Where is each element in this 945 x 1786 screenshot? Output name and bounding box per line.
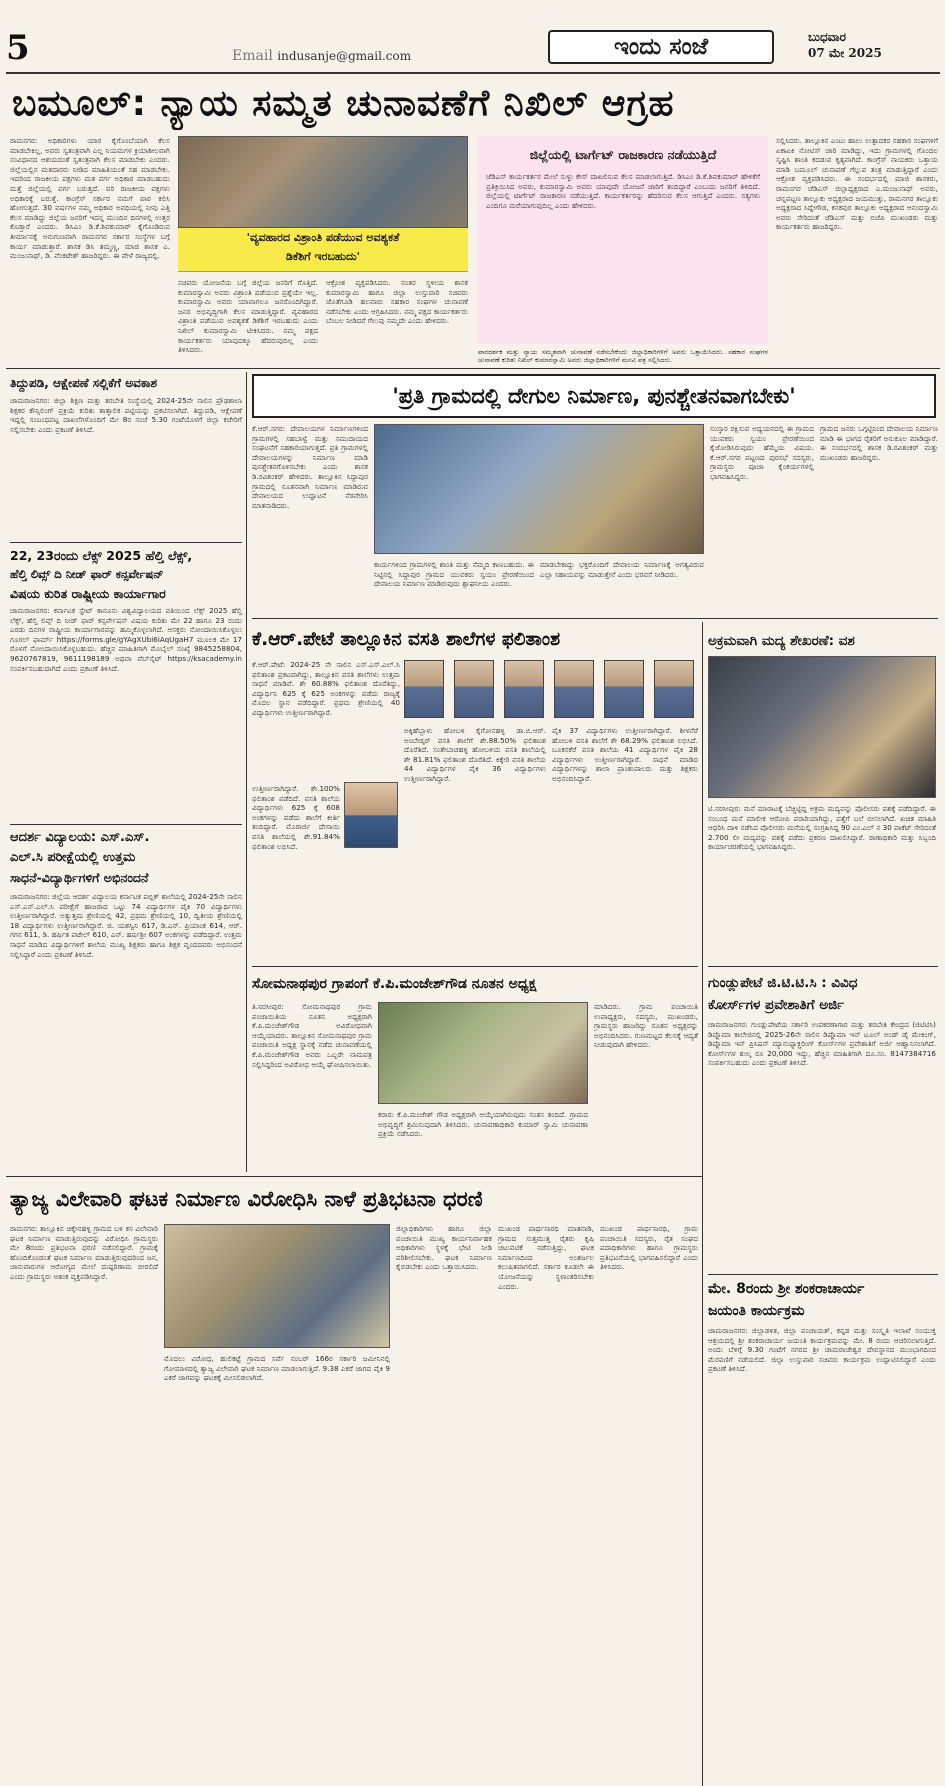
- somanathapura-col-2: ಕರಾರು ಕೆ.ಪಿ.ಮಂಜೇಶ್ ಗೌಡ ಅಧ್ಯಕ್ಷರಾಗಿ ಆಯ್ಕೆಯಾಗಿರುವುದು ಸಂತಸ ತಂದಿದೆ. ಗ್ರಾಮದ ಅಭಿವೃದ್ಧಿಗೆ ಶ್ರಮಿಸುವುದಾಗಿ ತಿಳಿಸಿದರು. ಚುನಾವಣಾಧಿಕಾರಿ ಕುಮಾರ್ ಸ್ವಾಮಿ ಚುನಾವಣಾ ಪ್ರಕ್ರಿಯೆ ನಡೆಸಿದರು.: [378, 1110, 588, 1139]
- adarsha-headline-2: ಎಲ್.ಸಿ ಪರೀಕ್ಷೆಯಲ್ಲಿ ಉತ್ತಮ: [10, 850, 136, 865]
- gundlupet-headline-2: ಕೋರ್ಸ್‌ಗಳ ಪ್ರವೇಶಾತಿಗೆ ಅರ್ಜಿ: [708, 997, 845, 1013]
- temple-headline-box: [252, 374, 936, 418]
- student-photo-5: [604, 660, 644, 718]
- waste-col-2: ಮೊದಲು ವಿರೋಧ, ಹುಲಿಕಟ್ಟೆ ಗ್ರಾಮದ ಸರ್ವೆ ನಂಬರ್ 166ರ ಸರ್ಕಾರಿ ಜಮೀನಿನಲ್ಲಿ ಗೋಮಾಳದಲ್ಲಿ ತ್ಯಾಜ್ಯ ವಿಲೇವಾರಿ ಘಟಕ ನಿರ್ಮಾಣ ಮಾಡಲಾಗುತ್ತಿದೆ. 9.38 ಎಕರೆ ಜಾಗದ ಪೈಕಿ 9 ಎಕರೆ ಜಾಗವನ್ನು ಘಟಕಕ್ಕೆ ಮೀಸಲಿಡಲಾಗಿದೆ.: [164, 1354, 390, 1383]
- email-address: indusanje@gmail.com: [277, 49, 412, 63]
- shankara-headline-1: ಮೇ. 8ರಂದು ಶ್ರೀ ಶಂಕರಾಚಾರ್ಯ: [708, 1281, 865, 1297]
- crime-text: ಟಿ.ನರಸೀಪುರ: ಮನೆ ಮಾರಾಟಕ್ಕೆ ಬೆಚ್ಚಿಟ್ಟಿದ್ದ ಅಕ್ರಮ ಮದ್ಯವನ್ನು ಪೊಲೀಸರು ವಶಕ್ಕೆ ಪಡೆದಿದ್ದಾರೆ. ಈ ಸಂಬಂಧ ಮನೆ ಮಾಲೀಕ ಆರೋಪಿ ಪರಾರಿಯಾಗಿದ್ದು, ಪತ್ತೆಗೆ ಬಲೆ ಬೀಸಲಾಗಿದೆ. ಖಚಿತ ಮಾಹಿತಿ ಆಧರಿಸಿ ದಾಳಿ ನಡೆಸಿದ ಪೊಲೀಸರು ಮನೆಯಲ್ಲಿ ಸಂಗ್ರಹಿಸಿದ್ದ 90 ಎಂ.ಎಲ್ ನ 30 ಪಾಕೆಟ್ ಸೇರಿದಂತೆ 2.700 ಲೀ ಮದ್ಯವನ್ನು ವಶಕ್ಕೆ ಪಡೆದು ಪ್ರಕರಣ ದಾಖಲಿಸಿದ್ದಾರೆ. ಠಾಣಾಧಿಕಾರಿ ಮತ್ತು ಸಿಬ್ಬಂದಿ ಕಾರ್ಯಾಚರಣೆಯಲ್ಲಿ ಭಾಗವಹಿಸಿದ್ದರು.: [708, 804, 936, 852]
- lead-photo: [178, 136, 468, 228]
- student-photo-3: [504, 660, 544, 718]
- temple-col-4: ಸಂಸ್ಕಾರ ರಕ್ಷಿಸುವ ಅಧ್ಯಯನದಲ್ಲಿ ಈ ಗ್ರಾಮದ ಯುವಕರು ಸ್ವಯಂ ಪ್ರೇರಣೆಯಿಂದ ಕೈಜೋಡಿಸಿರುವುದು ಹೆಮ್ಮೆಯ ವಿಷಯ. ಕೆ.ಆರ್.ನಗರ ಪಟ್ಟಣದ ಪುರಸಭೆ ಸದಸ್ಯರು, ಗ್ರಾಮಸ್ಥರು ಪೂಜಾ ಕೈಂಕರ್ಯಗಳಲ್ಲಿ ಭಾಗವಹಿಸಿದ್ದರು.: [710, 424, 814, 481]
- crime-photo: [708, 656, 936, 798]
- waste-col-3: ಜಿಲ್ಲಾಧಿಕಾರಿಗಳು ಹಾಗೂ ಜಿಲ್ಲಾ ಪಂಚಾಯಿತಿ ಮುಖ್ಯ ಕಾರ್ಯನಿರ್ವಾಹಕ ಅಧಿಕಾರಿಗಳು ಸ್ಥಳಕ್ಕೆ ಭೇಟಿ ನೀಡಿ ಪರಿಶೀಲಿಸಬೇಕು. ಘಟಕ ನಿರ್ಮಾಣ ಕೈಬಿಡಬೇಕು ಎಂದು ಒತ್ತಾಯಿಸಿದರು.: [396, 1224, 492, 1272]
- temple-col-2: ಕಾರ್ಯಗಳಿಂದ ಗ್ರಾಮಗಳಲ್ಲಿ ಶಾಂತಿ ಮತ್ತು ನೆಮ್ಮದಿ ಕಾಣಬಹುದು. ಈ ನಿಟ್ಟಿನಲ್ಲಿ ಸಿದ್ದಾಪುರ ಗ್ರಾಮದ ಯುವಕರು ಸ್ವಯಂ ಪ್ರೇರಣೆಯಿಂದ ದೇವಾಲಯ ನಿರ್ಮಾಣ ಮಾಡಿರುವುದು ಶ್ಲಾಘನೀಯ ಎಂದರು.: [374, 560, 534, 589]
- waste-photo: [164, 1224, 390, 1348]
- page-number: 5: [6, 28, 30, 68]
- lead-right-col: ಸಲ್ಲಿಸಿದರು. ತಾಲ್ಲೂಕಿನ ಎಂಟು ಹಾಲು ಉತ್ಪಾದಕರ ಸಹಕಾರ ಸಂಘಗಳಿಗೆ ಏಕಾಏಕಿ ನೋಟಿಸ್ ಜಾರಿ ಮಾಡಿದ್ದು, ಇದು ಗ್ರಾಮಗಳಲ್ಲಿ ಗೊಂದಲ ಸೃಷ್ಟಿಸಿ ಶಾಂತಿ ಕದಡುವ ಕೃತ್ಯವಾಗಿದೆ. ಕಾಂಗ್ರೆಸ್ ನಾಯಕರು ಒತ್ತಾಯ ಮಾಡಿ ಬಮೂಲ್ ಚುನಾವಣೆ ಗೆಲ್ಲುವ ತಂತ್ರ ಮಾಡುತ್ತಿದ್ದಾರೆ ಎಂದು ಆಕ್ರೋಶ ವ್ಯಕ್ತಪಡಿಸಿದರು. ಈ ಸಂದರ್ಭದಲ್ಲಿ ಮಾಜಿ ಶಾಸಕರು, ರಾಮನಗರ ಜೆಡಿಎಸ್ ಜಿಲ್ಲಾಧ್ಯಕ್ಷರಾದ ಎ.ಮಂಜುನಾಥ್ ಅವರು, ಚನ್ನಪಟ್ಟಣ ತಾಲ್ಲೂಕು ಅಧ್ಯಕ್ಷರಾದ ಜಯಮುತ್ತು, ರಾಮನಗರ ತಾಲ್ಲೂಕು ಅಧ್ಯಕ್ಷರಾದ ಸಿದ್ದೇಗೌಡ, ಕನಕಪುರ ತಾಲ್ಲೂಕು ಅಧ್ಯಕ್ಷರಾದ ಆನಂದಸ್ವಾಮಿ ಅವರು ಸೇರಿದಂತೆ ಜೆಡಿಎಸ್ ಮತ್ತು ಬಿಜೆಪಿ ಮುಖಂಡರು ಮತ್ತು ಕಾರ್ಯಕರ್ತರು ಹಾಜರಿದ್ದರು.: [776, 136, 938, 232]
- student-photo-4: [554, 660, 594, 718]
- student-photo-6: [654, 660, 694, 718]
- waste-col-1: ರಾಮನಗರ: ತಾಲ್ಲೂಕಿನ ಚಿಕ್ಕೇನಹಳ್ಳಿ ಗ್ರಾಮದ ಬಳಿ ಕಸ ವಿಲೇವಾರಿ ಘಟಕ ನಿರ್ಮಾಣ ಮಾಡುತ್ತಿರುವುದನ್ನು ವಿರೋಧಿಸಿ ಗ್ರಾಮಸ್ಥರು ಮೇ 8ರಂದು ಪ್ರತಿಭಟನಾ ಧರಣಿ ನಡೆಸಲಿದ್ದಾರೆ. ಗ್ರಾಮಕ್ಕೆ ಹೊಂದಿಕೊಂಡಂತೆ ಘಟಕ ನಿರ್ಮಾಣ ಮಾಡುತ್ತಿರುವುದರಿಂದ ಜನ, ಜಾನುವಾರುಗಳ ಆರೋಗ್ಯದ ಮೇಲೆ ದುಷ್ಪರಿಣಾಮ ಬೀರಲಿದೆ ಎಂದು ಗ್ರಾಮಸ್ಥರು ಆತಂಕ ವ್ಯಕ್ತಪಡಿಸಿದ್ದಾರೆ.: [10, 1224, 158, 1281]
- email-area: [232, 48, 411, 64]
- correction-text: ಚಾಮರಾಜನಗರ: ಜಿಲ್ಲಾ ಶಿಕ್ಷಣ ಮತ್ತು ತರಬೇತಿ ಸಂಸ್ಥೆಯಲ್ಲಿ 2024-25ನೇ ಸಾಲಿನ ಪ್ರೌಢಶಾಲಾ ಶಿಕ್ಷಕರ ಕೌನ್ಸಿಲಿಂಗ್ ಪ್ರಕ್ರಿಯೆ ಕುರಿತು ತಾತ್ಕಾಲಿಕ ಪಟ್ಟಿಯನ್ನು ಪ್ರಕಟಿಸಲಾಗಿದೆ. ತಿದ್ದುಪಡಿ, ಆಕ್ಷೇಪಣೆ ಇದ್ದಲ್ಲಿ ಸಂಬಂಧಪಟ್ಟ ದಾಖಲೆಗಳೊಂದಿಗೆ ಮೇ 8ರ ಸಂಜೆ 5.30 ಗಂಟೆಯೊಳಗೆ ಜಿಲ್ಲಾ ಕಚೇರಿಗೆ ಸಲ್ಲಿಸಬೇಕು ಎಂದು ಪ್ರಕಟಣೆ ತಿಳಿಸಿದೆ.: [10, 396, 242, 434]
- shankara-headline-2: ಜಯಂತಿ ಕಾರ್ಯಕ್ರಮ: [708, 1303, 805, 1319]
- student-photos: [404, 660, 698, 722]
- workshop-headline-2: ಹೆಲ್ತಿ ಲಿವ್ಸ್ ದಿ ನೀಡ್ ಫಾರ್ ಕನ್ಸರ್ವೇಷನ್: [10, 567, 164, 581]
- somanathapura-col-1: ತಿ.ನರಸೀಪುರ: ಸೋಮನಾಥಪುರ ಗ್ರಾಮ ಪಂಚಾಯಿತಿಯ ನೂತನ ಅಧ್ಯಕ್ಷರಾಗಿ ಕೆ.ಪಿ.ಮಂಜೇಶ್‌ಗೌಡ ಅವಿರೋಧವಾಗಿ ಆಯ್ಕೆಯಾದರು. ತಾಲ್ಲೂಕಿನ ಸೋಮನಾಥಪುರ ಗ್ರಾಮ ಪಂಚಾಯಿತಿ ಅಧ್ಯಕ್ಷ ಸ್ಥಾನಕ್ಕೆ ನಡೆದ ಚುನಾವಣೆಯಲ್ಲಿ ಕೆ.ಪಿ.ಮಂಜೇಶ್‌ಗೌಡ ಅವರು ಒಬ್ಬರೇ ನಾಮಪತ್ರ ಸಲ್ಲಿಸಿದ್ದರಿಂದ ಅವಿರೋಧ ಆಯ್ಕೆ ಘೋಷಿಸಲಾಯಿತು.: [252, 1002, 372, 1069]
- student-photo-2: [454, 660, 494, 718]
- topper-photo: [344, 782, 398, 848]
- hostel-col-2: ಉತ್ತೀರ್ಣರಾಗಿದ್ದಾರೆ. ಶೇ.100% ಫಲಿತಾಂಶ ಪಡೆದಿದೆ. ವಸತಿ ಶಾಲೆಯ ವಿದ್ಯಾರ್ಥಿಗಳು 625 ಕ್ಕೆ 608 ಅಂಕಗಳನ್ನು ಪಡೆದು ಶಾಲೆಗೆ ಕೀರ್ತಿ ತಂದಿದ್ದಾರೆ. ಮೊರಾರ್ಜಿ ದೇಸಾಯಿ ವಸತಿ ಶಾಲೆಯಲ್ಲಿ ಶೇ.91.84% ಫಲಿತಾಂಶ ಲಭಿಸಿದೆ.: [252, 784, 340, 851]
- somanathapura-photo: [378, 1002, 588, 1104]
- somanathapura-col-3: ಮಾಡಿದರು. ಗ್ರಾಮ ಪಂಚಾಯಿತಿ ಉಪಾಧ್ಯಕ್ಷರು, ಸದಸ್ಯರು, ಮುಖಂಡರು, ಗ್ರಾಮಸ್ಥರು ಹಾಜರಿದ್ದು ನೂತನ ಅಧ್ಯಕ್ಷರನ್ನು ಅಭಿನಂದಿಸಿದರು. ಗುಣಮಟ್ಟದ ಕೆಲಸಕ್ಕೆ ಆದ್ಯತೆ ನೀಡುವುದಾಗಿ ಹೇಳಿದರು.: [594, 1002, 698, 1050]
- logo-box: [548, 30, 774, 64]
- lead-sidebox-title: ಜಿಲ್ಲೆಯಲ್ಲಿ ಟಾರ್ಗೆಟ್ ರಾಜಕಾರಣ ನಡೆಯುತ್ತಿದೆ: [529, 147, 717, 162]
- email-label: Email: [232, 48, 273, 64]
- hostel-col-4: ಪೈಕಿ 37 ವಿದ್ಯಾರ್ಥಿಗಳು ಉತ್ತೀರ್ಣರಾಗಿದ್ದಾರೆ. ಶೀಳನೆರೆ ಹೋಬಳಿ ವಸತಿ ಶಾಲೆಗೆ ಶೇ 68.29% ಫಲಿತಾಂಶ ಲಭಿಸಿದೆ. ಬೂಕನಕೆರೆ ವಸತಿ ಶಾಲೆಯ 41 ವಿದ್ಯಾರ್ಥಿಗಳ ಪೈಕಿ 28 ವಿದ್ಯಾರ್ಥಿಗಳು ಉತ್ತೀರ್ಣರಾಗಿದ್ದಾರೆ. ಸಾಧನೆ ಮಾಡಿದ ವಿದ್ಯಾರ್ಥಿಗಳನ್ನು ಶಾಲಾ ಪ್ರಾಂಶುಪಾಲರು ಮತ್ತು ಶಿಕ್ಷಕರು ಅಭಿನಂದಿಸಿದ್ದಾರೆ.: [552, 726, 698, 783]
- waste-col-4: ಮುಖಂಡ ಪಾರ್ಥಸಾರಥಿ ಮಾತನಾಡಿ, ಗ್ರಾಮದ ಸುತ್ತಮುತ್ತ ರೈತರು ಕೃಷಿ ಚಟುವಟಿಕೆ ನಡೆಸುತ್ತಿದ್ದು, ಘಟಕ ನಿರ್ಮಾಣದಿಂದ ಅಂತರ್ಜಲ ಕಲುಷಿತವಾಗಲಿದೆ. ಸರ್ಕಾರ ಕೂಡಲೇ ಈ ಯೋಜನೆಯನ್ನು ಸ್ಥಳಾಂತರಿಸಬೇಕು ಎಂದರು.: [498, 1224, 594, 1291]
- workshop-headline-1: 22, 23ರಂದು ಲೆಕ್ಸ್ 2025 ಹೆಲ್ತಿ ಲೆಕ್ಸ್,: [10, 548, 193, 563]
- temple-headline: 'ಪ್ರತಿ ಗ್ರಾಮದಲ್ಲಿ ದೇಗುಲ ನಿರ್ಮಾಣ, ಪುನಶ್ಚೇತನವಾಗಬೇಕು': [392, 384, 796, 408]
- adarsha-headline-3: ಸಾಧನೆ-ವಿದ್ಯಾರ್ಥಿಗಳಿಗೆ ಅಭಿನಂದನೆ: [10, 870, 149, 885]
- temple-col-5: ಗ್ರಾಮದ ಜನರು ಒಗ್ಗಟ್ಟಿನಿಂದ ದೇವಾಲಯ ನಿರ್ಮಾಣ ಮಾಡಿ ಈ ಭಾಗದ ರೈತರಿಗೆ ಅನುಕೂಲ ಮಾಡಿದ್ದಾರೆ. ಈ ಸಂದರ್ಭದಲ್ಲಿ ಶಾಸಕ ಡಿ.ರವಿಶಂಕರ್ ಮತ್ತು ಮುಖಂಡರು ಹಾಜರಿದ್ದರು.: [820, 424, 938, 462]
- lead-sidebox-text: ಜೆಡಿಎಸ್ ಕಾರ್ಯಕರ್ತರ ಮೇಲೆ ಸುಳ್ಳು ಕೇಸ್ ದಾಖಲಿಸುವ ಕೆಲಸ ಮಾಡಲಾಗುತ್ತಿದೆ. ಡಿಸಿಎಂ ಡಿ.ಕೆ.ಶಿವಕುಮಾರ್ ಹೇಳಿಕೆಗೆ ಪ್ರತಿಕ್ರಿಯಿಸಿದ ಅವರು, ಕುಮಾರಸ್ವಾಮಿ ಅವರು ಯಾವುದೇ ಯೋಜನೆ ಜಾರಿಗೆ ತಂದಿದ್ದಾರೆ ಎಂಬುದು ಜನರಿಗೆ ತಿಳಿದಿದೆ. ಜಿಲ್ಲೆಯಲ್ಲಿ ಟಾರ್ಗೆಟ್ ರಾಜಕಾರಣ ನಡೆಯುತ್ತಿದೆ. ಕಾರ್ಯಕರ್ತರನ್ನು ಹೆದರಿಸುವ ಕೆಲಸ ಆಗುತ್ತಿದೆ ಎಂದರು. ಸತ್ಯಗಳು ಎಂದಿಗೂ ಮರೆಯಾಗುವುದಿಲ್ಲ ಎಂದು ಹೇಳಿದರು.: [486, 172, 760, 210]
- temple-col-3: ಮಾಡಬೇಕಾದ್ದು ಭಕ್ತರೊಂದಿಗೆ ದೇವಾಲಯ ನಿರ್ಮಾಣಕ್ಕೆ ಅಗತ್ಯವಿರುವ ಎಲ್ಲಾ ಸಹಾಯವನ್ನು ಮಾಡುತ್ತೇನೆ ಎಂದು ಭರವಸೆ ನೀಡಿದರು.: [540, 560, 704, 579]
- hostel-headline: ಕೆ.ಆರ್.ಪೇಟೆ ತಾಲ್ಲೂಕಿನ ವಸತಿ ಶಾಲೆಗಳ ಫಲಿತಾಂಶ: [252, 629, 561, 650]
- shankara-text: ಚಾಮರಾಜನಗರ: ಜಿಲ್ಲಾಡಳಿತ, ಜಿಲ್ಲಾ ಪಂಚಾಯತ್, ಕನ್ನಡ ಮತ್ತು ಸಂಸ್ಕೃತಿ ಇಲಾಖೆ ಸಂಯುಕ್ತ ಆಶ್ರಯದಲ್ಲಿ ಶ್ರೀ ಶಂಕರಾಚಾರ್ಯ ಜಯಂತಿ ಕಾರ್ಯಕ್ರಮವನ್ನು ಮೇ. 8 ರಂದು ಆಚರಿಸಲಾಗುತ್ತಿದೆ. ಅಂದು ಬೆಳಿಗ್ಗೆ 9.30 ಗಂಟೆಗೆ ನಗರದ ಶ್ರೀ ಚಾಮರಾಜೇಶ್ವರ ದೇವಸ್ಥಾನದ ಮುಂಭಾಗದಿಂದ ಮೆರವಣಿಗೆ ನಡೆಯಲಿದೆ. ಜಿಲ್ಲಾ ಉಸ್ತುವಾರಿ ಸಚಿವರು ಕಾರ್ಯಕ್ರಮ ಉದ್ಘಾಟಿಸಲಿದ್ದಾರೆ ಎಂದು ಪ್ರಕಟಣೆ ತಿಳಿಸಿದೆ.: [708, 1326, 936, 1374]
- masthead-date: 07 ಮೇ 2025: [808, 46, 882, 60]
- student-photo-1: [404, 660, 444, 718]
- lead-after-sidebox: ಪಾರದರ್ಶಕ ಮತ್ತು ನ್ಯಾಯ ಸಮ್ಮತವಾಗಿ ಚುನಾವಣೆ ನಡೆಸಬೇಕೆಂದು ಜಿಲ್ಲಾಧಿಕಾರಿಗಳಿಗೆ ಅವರು ಒತ್ತಾಯಿಸಿದರು. ಸಹಕಾರ ಸಂಘಗಳ ಚುನಾವಣೆ ಕುರಿತು ನಿಖಿಲ್ ಕುಮಾರಸ್ವಾಮಿ ಅವರು ಜಿಲ್ಲಾಧಿಕಾರಿಗಳಿಗೆ ಮನವಿ ಪತ್ರ ಸಲ್ಲಿಸಿದರು.: [478, 348, 768, 364]
- lead-col-1: ರಾಮನಗರ: ಅಧಿಕಾರಿಗಳು ಯಾರ ಕೈಗೊಂಬೆಯಾಗಿ ಕೆಲಸ ಮಾಡಬೇಕಿಲ್ಲ, ಅವರು ಸ್ವತಂತ್ರವಾಗಿ ಎಲ್ಲ ನಿಯಮಗಳ ಕ್ರಿಯಾಶೀಲವಾಗಿ ಸಂವಿಧಾನದ ಆಶಯದಂತೆ ಸ್ವತಂತ್ರವಾಗಿ ಕೆಲಸ ಮಾಡಬೇಕು ಎಂದರು. ಜಿಲ್ಲೆಯಲ್ಲಿನ ಮತದಾರರು ನೀಡಿದ ಮಾಹಿತಿಯಂತೆ ಸಹ ಮಾಡಬೇಕು. ಇದರಿಂದ ರಾಜಕೀಯ ಪಕ್ಷಗಳು ಮತ ವರ್ಗ ಅಧಿಕಾರ ಮಾಡಬಹುದು ಮತ್ತೆ ಜಿಲ್ಲೆಯಲ್ಲಿ ವರ್ಗ ಬರುತ್ತದೆ. ವರಿ ರಾಜಕೀಯ ಪಕ್ಷಗಳು ಅಧಿಕಾರಕ್ಕೆ ಬರುತ್ತೆ. ಕಾಂಗ್ರೆಸ್ ಸರ್ಕಾರ ನಮಗೆ ಪಾಠ ಕಲಿಸಿ ಹೋಗುತ್ತದೆ. 30 ವರ್ಷಗಳ ನಮ್ಮ ಅಧಿಕಾರ ಅವಧಿಯಲ್ಲಿ ನೀವು ಎತ್ತಿ ಕೆಲಸ ಮಾಡಿದ್ದು ಜಿಲ್ಲೆಯ ಜನರಿಗೆ ಇದನ್ನ ಮುಂದಿನ ದಿನಗಳಲ್ಲಿ ಉತ್ತರ ಕೊಡ್ತಾರೆ ಎಂದರು. ಡಿಸಿಎಂ ಡಿ.ಕೆ.ಶಿವಕುಮಾರ್ ಕೈಗೊಂಡಿರುವ ತೀರ್ಮಾನಕ್ಕೆ ಅನುಗುಣವಾಗಿ ರಾಮನಗರ ಸರ್ಕಾರ ಸಂಸ್ಥೆಗಳ ಬಗ್ಗೆ ಕಾರ್ಯ ಮಾಡುತ್ತಾರೆ. ಶಾಸಕ ಡಿಸಿ ತಮ್ಮಣ್ಣ, ಮಾಜಿ ಶಾಸಕ ಎ. ಮಂಜುನಾಥ್, ಡಿ. ವೆಂಕಟೇಶ್ ಹಾಜರಿದ್ದರು. ಈ ವೇಳೆ ರಾಜ್ಯದಲ್ಲಿ.: [10, 136, 170, 261]
- adarsha-headline-1: ಆದರ್ಶ ವಿದ್ಯಾಲಯ: ಎಸ್.ಎಸ್.: [10, 830, 150, 845]
- lead-caption-line-2: ಡಿಕೆಶಿಗೆ ಇರಬಹುದು': [285, 250, 361, 263]
- crime-headline: ಅಕ್ರಮವಾಗಿ ಮದ್ಯ ಶೇಖರಣೆ: ವಶ: [708, 633, 855, 649]
- lead-col-under-photo: ಸಚಿವರು ಯೋಜನೆಯ ಬಗ್ಗೆ ಜಿಲ್ಲೆಯ ಜನರಿಗೆ ಗೊತ್ತಿದೆ. ಕುಮಾರಸ್ವಾಮಿ ಅವರು ವಿಶ್ರಾಂತಿ ಪಡೆಯುವ ಪ್ರಶ್ನೆಯೇ ಇಲ್ಲ. ಕುಮಾರಸ್ವಾಮಿ ಅವರು ಯಾವಾಗಲೂ ಜನರೊಂದಿಗಿದ್ದಾರೆ. ಜನರ ಅಭಿವೃದ್ಧಿಗಾಗಿ ಕೆಲಸ ಮಾಡುತ್ತಿದ್ದಾರೆ. ವ್ಯವಹಾರದ ವಿಶ್ರಾಂತಿ ಪಡೆಯುವ ಅವಶ್ಯಕತೆ ಡಿಕೆಶಿಗೆ ಇರಬಹುದು ಎಂದು ನಿಖಿಲ್ ಕುಮಾರಸ್ವಾಮಿ ಟೀಕಿಸಿದರು. ನಮ್ಮ ಪಕ್ಷದ ಕಾರ್ಯಕರ್ತರು ಯಾವುದಕ್ಕೂ ಹೆದರುವುದಿಲ್ಲ ಎಂದು ತಿಳಿಸಿದರು.: [178, 278, 318, 355]
- adarsha-text: ಚಾಮರಾಜನಗರ: ಜಿಲ್ಲೆಯ ಆದರ್ಶ ವಿದ್ಯಾಲಯ ಕರ್ನಾಟಕ ಪಬ್ಲಿಕ್ ಶಾಲೆಯಲ್ಲಿ 2024-25ನೇ ಸಾಲಿನ ಎಸ್.ಎಸ್.ಎಲ್.ಸಿ ಪರೀಕ್ಷೆಗೆ ಹಾಜರಾದ ಒಟ್ಟು 74 ವಿದ್ಯಾರ್ಥಿಗಳ ಪೈಕಿ 70 ವಿದ್ಯಾರ್ಥಿಗಳು ಉತ್ತೀರ್ಣರಾಗಿದ್ದಾರೆ. ಅತ್ಯುತ್ತಮ ಶ್ರೇಣಿಯಲ್ಲಿ 42, ಪ್ರಥಮ ಶ್ರೇಣಿಯಲ್ಲಿ 10, ದ್ವಿತೀಯ ಶ್ರೇಣಿಯಲ್ಲಿ 18 ವಿದ್ಯಾರ್ಥಿಗಳು ಉತ್ತೀರ್ಣರಾಗಿದ್ದಾರೆ. ಜಿ. ಯಶಸ್ವಿನಿ 617, ಡಿ.ಎನ್. ಪ್ರಿಯಾಂಕ 614, ಆರ್. ಗಗನ 611, ಡಿ. ಹರ್ಷಿತ ಪಟೇಲ್ 610, ಎನ್. ಹರ್ಷಶ್ರೀ 607 ಅಂಕಗಳನ್ನು ಪಡೆದಿದ್ದಾರೆ. ಉತ್ತಮ ಸಾಧನೆ ಮಾಡಿದ ವಿದ್ಯಾರ್ಥಿಗಳಿಗೆ ಶಾಲೆಯ ಮುಖ್ಯ ಶಿಕ್ಷಕರು ಹಾಗೂ ಶಿಕ್ಷಕ ವೃಂದದವರು ಅಭಿನಂದನೆ ಸಲ್ಲಿಸಿದ್ದಾರೆ ಎಂದು ಪ್ರಕಟಣೆ ತಿಳಿಸಿದೆ.: [10, 892, 242, 959]
- gundlupet-text: ಚಾಮರಾಜನಗರ: ಗುಂಡ್ಲುಪೇಟೆಯ ಸರ್ಕಾರಿ ಉಪಕರಣಾಗಾರ ಮತ್ತು ತರಬೇತಿ ಕೇಂದ್ರದ (ಜಿಟಿಟಿಸಿ) ಡಿಪ್ಲೊಮಾ ಕಾಲೇಜಿನಲ್ಲಿ 2025-26ನೇ ಸಾಲಿನ ಡಿಪ್ಲೊಮಾ ಇನ್ ಟೂಲ್ ಅಂಡ್ ಡೈ ಮೇಕಿಂಗ್, ಡಿಪ್ಲೊಮಾ ಇನ್ ಪ್ರಿಸಿಷನ್ ಮ್ಯಾನುಫ್ಯಾಕ್ಚರಿಂಗ್ ಕೋರ್ಸ್‌ಗಳ ಪ್ರವೇಶಾತಿಗೆ ಅರ್ಜಿ ಆಹ್ವಾನಿಸಲಾಗಿದೆ. ಕೋರ್ಸ್‌ಗಳ ಶುಲ್ಕ ರೂ 20,000 ಇದ್ದು, ಹೆಚ್ಚಿನ ಮಾಹಿತಿಗಾಗಿ ದೂ.ಸಂ. 8147384716 ಸಂಪರ್ಕಿಸಬಹುದು ಎಂದು ಪ್ರಕಟಣೆ ತಿಳಿಸಿದೆ.: [708, 1020, 936, 1068]
- workshop-headline-3: ವಿಷಯ ಕುರಿತ ರಾಷ್ಟ್ರೀಯ ಕಾರ್ಯಾಗಾರ: [10, 586, 166, 601]
- correction-headline: ತಿದ್ದುಪಡಿ, ಆಕ್ಷೇಪಣೆ ಸಲ್ಲಿಕೆಗೆ ಅವಕಾಶ: [10, 376, 158, 390]
- waste-headline: ತ್ಯಾಜ್ಯ ವಿಲೇವಾರಿ ಘಟಕ ನಿರ್ಮಾಣ ವಿರೋಧಿಸಿ ನಾಳೆ ಪ್ರತಿಭಟನಾ ಧರಣಿ: [10, 1187, 483, 1211]
- lead-col-under-photo-2: ಆಕ್ರೋಶ ವ್ಯಕ್ತಪಡಿಸಿದರು. ನಂತರ ಸ್ಥಳೀಯ ಶಾಸಕ ಕುಮಾರಸ್ವಾಮಿ ಹಾಗೂ ಜಿಲ್ಲಾ ಉಸ್ತುವಾರಿ ಸಚಿವರು ಜೊತೆಗೂಡಿ ಹಲವಾರು ಸಹಕಾರ ಸಂಘಗಳ ಚುನಾವಣೆ ನಡೆಸಬೇಕು ಎಂದು ಆಗ್ರಹಿಸಿದರು. ನಮ್ಮ ಪಕ್ಷದ ಕಾರ್ಯಕರ್ತರು ಬೆಂಬಲ ನೀಡಿದರೆ ಗೆಲುವು ನಮ್ಮದೇ ಎಂದು ಹೇಳಿದರು.: [326, 278, 468, 326]
- lead-caption-line-1: 'ವ್ಯವಹಾರದ ವಿಶ್ರಾಂತಿ ಪಡೆಯುವ ಅವಶ್ಯಕತೆ: [246, 231, 400, 244]
- logo: ಇಂದು ಸಂಜೆ: [613, 34, 709, 60]
- lead-headline: ಬಮೂಲ್: ನ್ಯಾಯ ಸಮ್ಮತ ಚುನಾವಣೆಗೆ ನಿಖಿಲ್ ಆಗ್ರಹ: [12, 83, 675, 124]
- gundlupet-headline-1: ಗುಂಡ್ಲುಪೇಟೆ ಜಿ.ಟಿ.ಟಿ.ಸಿ : ವಿವಿಧ: [708, 975, 858, 991]
- hostel-col-3: ಅಕ್ಕಿಹೆಬ್ಬಾಳು ಹೋಬಳಿ ಕೈಗೋನಹಳ್ಳಿ ಡಾ.ಬಿ.ಆರ್. ಅಂಬೇಡ್ಕರ್ ವಸತಿ ಶಾಲೆಗೆ ಶೇ.88.50% ಫಲಿತಾಂಶ ದೊರೆತಿದೆ. ಸಂತೇಬಾಚಹಳ್ಳಿ ಹೋಬಳಿಯ ವಸತಿ ಶಾಲೆಯಲ್ಲಿ ಶೇ 81.81% ಫಲಿತಾಂಶ ದೊರೆತಿದೆ. ಕಿಕ್ಕೇರಿ ವಸತಿ ಶಾಲೆಯ 44 ವಿದ್ಯಾರ್ಥಿಗಳ ಪೈಕಿ 36 ವಿದ್ಯಾರ್ಥಿಗಳು ಉತ್ತೀರ್ಣರಾಗಿದ್ದಾರೆ.: [404, 726, 546, 783]
- waste-col-5: ಮುಖಂಡ ಪಾರ್ಥಸಾರಥಿ, ಗ್ರಾಮ ಪಂಚಾಯಿತಿ ಸದಸ್ಯರು, ರೈತ ಸಂಘದ ಪದಾಧಿಕಾರಿಗಳು ಹಾಗೂ ಗ್ರಾಮಸ್ಥರು ಪ್ರತಿಭಟನೆಯಲ್ಲಿ ಭಾಗವಹಿಸಲಿದ್ದಾರೆ ಎಂದು ತಿಳಿಸಿದರು.: [600, 1224, 698, 1272]
- temple-photo: [374, 424, 704, 554]
- lead-photo-caption: [178, 228, 468, 272]
- masthead-weekday: ಬುಧವಾರ: [808, 30, 846, 44]
- workshop-text: ಚಾಮರಾಜನಗರ: ಕರ್ನಾಟಕ ಸ್ಟೇಟ್ ಕಾನೂನು ವಿಶ್ವವಿದ್ಯಾಲಯದ ವತಿಯಿಂದ ಲೆಕ್ಸ್ 2025 ಹೆಲ್ತಿ ಲೆಕ್ಸ್, ಹೆಲ್ತಿ ಲಿವ್ಸ್ ದಿ ನೀಡ್ ಫಾರ್ ಕನ್ಸರ್ವೇಷನ್ ವಿಷಯ ಕುರಿತು ಮೇ 22 ಹಾಗೂ 23 ರಂದು ಎರಡು ದಿನಗಳ ರಾಷ್ಟ್ರೀಯ ಕಾರ್ಯಾಗಾರವನ್ನು ಹಮ್ಮಿಕೊಳ್ಳಲಾಗಿದೆ. ಆಸಕ್ತರು ನೋಂದಾಯಿಸಿಕೊಳ್ಳಲು ಗೂಗಲ್ ಫಾರ್ಮ್ https://forms.gle/gYAgXUbi6iAqUgaH7 ಮೂಲಕ ಮೇ 17 ರೊಳಗೆ ನೋಂದಾಯಿಸಿಕೊಳ್ಳಬಹುದು. ಹೆಚ್ಚಿನ ಮಾಹಿತಿಗಾಗಿ ಮೊಬೈಲ್ ಸಂಖ್ಯೆ 9845258804, 9620767819, 9611198189 ಅಥವಾ ವೆಬ್‌ಸೈಟ್ https://ksacademy.in ಸಂಪರ್ಕಿಸಬಹುದಾಗಿದೆ ಎಂದು ಪ್ರಕಟಣೆ ತಿಳಿಸಿದೆ.: [10, 606, 242, 673]
- hostel-col-1: ಕೆ.ಆರ್.ಪೇಟೆ: 2024-25 ನೇ ಸಾಲಿನ ಎಸ್.ಎಸ್.ಎಲ್.ಸಿ ಫಲಿತಾಂಶ ಪ್ರಕಟವಾಗಿದ್ದು, ತಾಲ್ಲೂಕಿನ ವಸತಿ ಶಾಲೆಗಳು ಉತ್ತಮ ಸಾಧನೆ ಮಾಡಿವೆ. ಶೇ 60.88% ಫಲಿತಾಂಶ ದೊರೆತಿದ್ದು, ವಿದ್ಯಾರ್ಥಿನಿ 625 ಕ್ಕೆ 625 ಅಂಕಗಳನ್ನು ಪಡೆದು ರಾಜ್ಯಕ್ಕೆ ಮೊದಲ ಸ್ಥಾನ ಪಡೆದಿದ್ದಾರೆ. ಪ್ರಥಮ ಶ್ರೇಣಿಯಲ್ಲಿ 40 ವಿದ್ಯಾರ್ಥಿಗಳು ಉತ್ತೀರ್ಣರಾಗಿದ್ದಾರೆ.: [252, 660, 400, 717]
- somanathapura-headline: ಸೋಮನಾಥಪುರ ಗ್ರಾಪಂಗೆ ಕೆ.ಪಿ.ಮಂಜೇಶ್‌ಗೌಡ ನೂತನ ಅಧ್ಯಕ್ಷ: [252, 976, 537, 992]
- lead-sidebox: [478, 136, 768, 344]
- temple-col-1: ಕೆ.ಆರ್.ನಗರ: ದೇವಾಲಯಗಳ ನಿರ್ಮಾಣಗಳಿಂದ ಗ್ರಾಮಗಳಲ್ಲಿ ಸಹಬಾಳ್ವೆ ಮತ್ತು ಸಮುದಾಯದ ಸಂಘಟನೆಗೆ ಸಹಕಾರಿಯಾಗುತ್ತದೆ. ಪ್ರತಿ ಗ್ರಾಮಗಳಲ್ಲಿ ದೇವಾಲಯಗಳನ್ನು ನಿರ್ಮಾಣ ಮಾಡಿ ಪುನಶ್ಚೇತನಗೊಳಿಸಬೇಕು ಎಂದು ಶಾಸಕ ಡಿ.ರವಿಶಂಕರ್ ಹೇಳಿದರು. ತಾಲ್ಲೂಕಿನ ಸಿದ್ದಾಪುರ ಗ್ರಾಮದಲ್ಲಿ ನೂತನವಾಗಿ ನಿರ್ಮಾಣ ಮಾಡಿರುವ ದೇವಾಲಯದ ಉದ್ಘಾಟನೆ ನೆರವೇರಿಸಿ ಮಾತನಾಡಿದರು.: [252, 424, 368, 510]
